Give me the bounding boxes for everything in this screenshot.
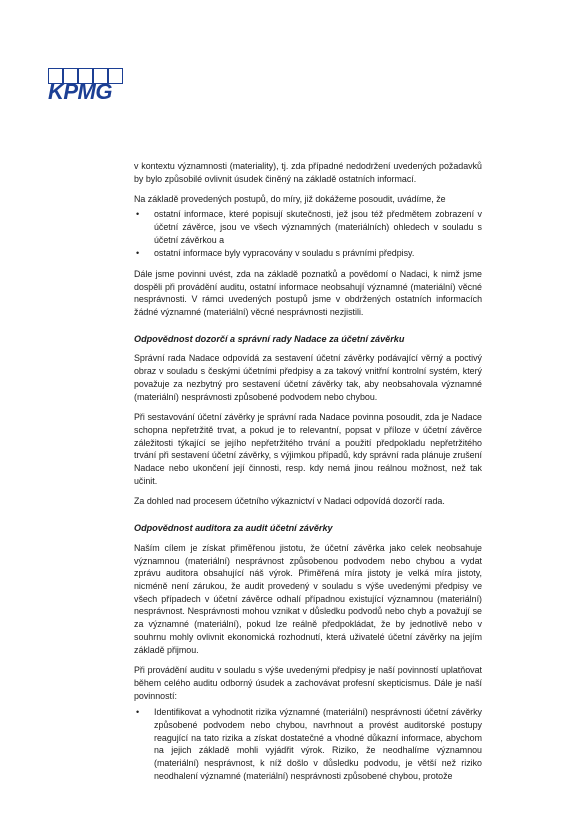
paragraph: Na základě provedených postupů, do míry, již dokážeme posoudit, uvádíme, že	[134, 194, 446, 205]
section-heading: Odpovědnost auditora za audit účetní závěrky	[134, 523, 333, 534]
list-item: • ostatní informace byly vypracovány v souladu s právními předpisy.	[134, 247, 482, 260]
paragraph: Při provádění auditu v souladu s výše uvedenými předpisy je naší povinností uplatňovat během celého auditu odborný úsudek a zachovávat profesní skepticismus. Dále je naší povinností:	[134, 665, 482, 701]
bullet-list	[134, 208, 482, 260]
paragraph: v kontextu významnosti (materiality), tj. zda případné nedodržení uvedených požadavků by bylo způsobilé ovlivnit úsudek činěný na základě ostatních informací.	[134, 161, 482, 184]
paragraph: Za dohled nad procesem účetního výkaznictví v Nadaci odpovídá dozorčí rada.	[134, 496, 445, 507]
list-item: • ostatní informace, které popisují skutečnosti, jež jsou též předmětem zobrazení v účetní závěrce, jsou ve všech významných (materiálních) ohledech v souladu s účetní závěrkou a	[134, 208, 482, 246]
report-body	[134, 160, 482, 791]
kpmg-logo	[48, 68, 123, 104]
paragraph: Správní rada Nadace odpovídá za sestavení účetní závěrky podávající věrný a poctivý obraz v souladu s českými účetními předpisy a za takový vnitřní kontrolní systém, který považuje za nezbytný pro sestavení účetní závěrky tak, aby neobsahovala významné (materiální) nesprávnosti způsobené podvodem nebo chybou.	[134, 353, 482, 402]
paragraph: Při sestavování účetní závěrky je správní rada Nadace povinna posoudit, zda je Nadace schopna nepřetržitě trvat, a pokud je to relevantní, popsat v příloze v účetní závěrce záležitosti týkající se jejího nepřetržitého trvání a použití předpokladu nepřetržitého trvání při sestavení účetní závěrky, s výjimkou případů, kdy správní rada plánuje zrušení Nadace nebo ukončení její činnosti, resp. kdy nemá jinou reálnou možnost, než tak učinit.	[134, 412, 482, 486]
list-item: • Identifikovat a vyhodnotit rizika významné (materiální) nesprávnosti účetní závěrky způsobené podvodem nebo chybou, navrhnout a provést auditorské postupy reagující na tato rizika a získat dostatečné a vhodné důkazní informace, abychom na jejich základě mohli vyjádřit výrok. Riziko, že neodhalíme významnou (materiální) nesprávnost, k níž došlo v důsledku podvodu, je větší než riziko neodhalení významné (materiální) nesprávnosti způsobené chybou, protože	[134, 706, 482, 782]
bullet-list	[134, 706, 482, 782]
paragraph: Dále jsme povinni uvést, zda na základě poznatků a povědomí o Nadaci, k nimž jsme dospěli při provádění auditu, ostatní informace neobsahují významné (materiální) věcné nesprávnosti. V rámci uvedených postupů jsme v obdržených ostatních informacích žádné významné (materiální) věcné nesprávnosti nezjistili.	[134, 268, 482, 318]
section-heading: Odpovědnost dozorčí a správní rady Nadace za účetní závěrku	[134, 333, 405, 344]
logo-wordmark: KPMG	[48, 79, 112, 104]
paragraph: Naším cílem je získat přiměřenou jistotu, že účetní závěrka jako celek neobsahuje významnou (materiální) nesprávnost způsobenou podvodem nebo chybou a vydat zprávu auditora obsahující náš výrok. Přiměřená míra jistoty je velká míra jistoty, nicméně není zárukou, že audit provedený v souladu s výše uvedenými předpisy ve všech případech v účetní závěrce odhalí případnou existující významnou (materiální) nesprávnost. Nesprávnosti mohou vznikat v důsledku podvodů nebo chyb a považují se za významné (materiální), pokud lze reálně předpokládat, že by jednotlivě nebo v souhrnu mohly ovlivnit ekonomická rozhodnutí, která uživatelé účetní závěrky na jejím základě přijmou.	[134, 542, 482, 655]
